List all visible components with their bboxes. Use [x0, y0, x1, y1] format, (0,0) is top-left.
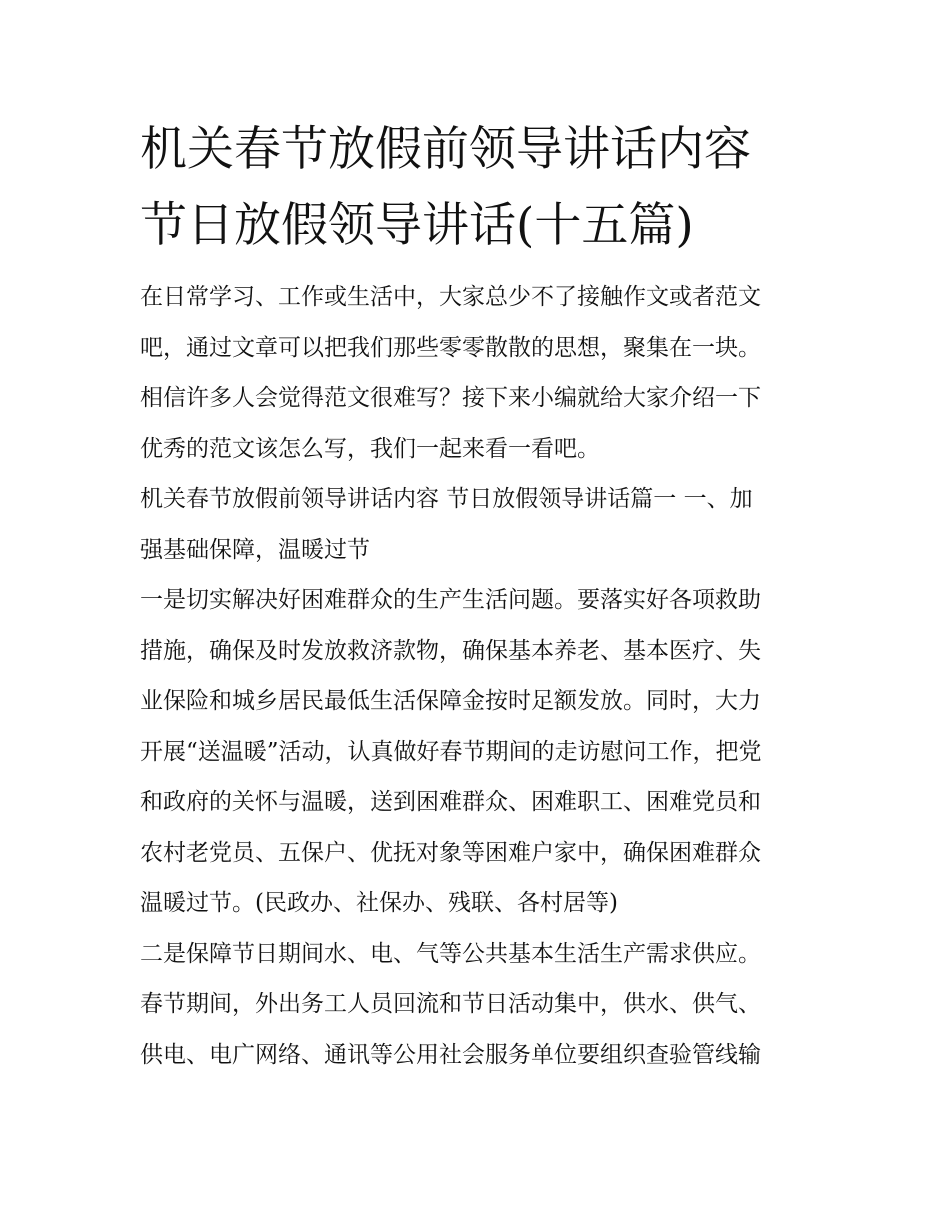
- text-line: 一是切实解决好困难群众的生产生活问题。要落实好各项救助: [140, 587, 761, 613]
- title-line: 节日放假领导讲话(十五篇): [140, 198, 694, 253]
- paragraph-point-one: [140, 575, 820, 929]
- text-line: 吧，通过文章可以把我们那些零零散散的思想，聚集在一块。: [140, 334, 761, 361]
- text-line: 优秀的范文该怎么写，我们一起来看一看吧。: [140, 435, 600, 462]
- text-line: 农村老党员、五保户、优抚对象等困难户家中，确保困难群众: [140, 839, 761, 866]
- text-line: 在日常学习、工作或生活中，大家总少不了接触作文或者范文: [140, 284, 761, 310]
- text-line: 相信许多人会觉得范文很难写？接下来小编就给大家介绍一下: [140, 385, 761, 411]
- paragraph-point-two: [140, 929, 820, 1081]
- title-line: 机关春节放假前领导讲话内容: [140, 122, 751, 177]
- text-line: 春节期间，外出务工人员回流和节日活动集中，供水、供气、: [140, 991, 761, 1017]
- text-line: 和政府的关怀与温暖，送到困难群众、困难职工、困难党员和: [140, 789, 761, 815]
- text-line: 机关春节放假前领导讲话内容 节日放假领导讲话篇一 一、加: [140, 486, 753, 512]
- paragraph-section-heading: [140, 474, 820, 575]
- text-line: 温暖过节。(民政办、社保办、残联、各村居等): [140, 890, 618, 916]
- document-page: [140, 112, 820, 1080]
- text-line: 措施，确保及时发放救济款物，确保基本养老、基本医疗、失: [140, 637, 761, 664]
- text-line: 二是保障节日期间水、电、气等公共基本生活生产需求供应。: [140, 940, 761, 967]
- document-body: [140, 272, 820, 1080]
- paragraph-intro: [140, 272, 820, 474]
- text-line: 强基础保障，温暖过节: [140, 536, 370, 563]
- text-line: 供电、电广网络、通讯等公用社会服务单位要组织查验管线输: [140, 1041, 761, 1068]
- text-line: 开展“送温暖”活动，认真做好春节期间的走访慰问工作，把党: [140, 738, 762, 765]
- text-line: 业保险和城乡居民最低生活保障金按时足额发放。同时，大力: [140, 688, 761, 714]
- document-title: [140, 112, 820, 264]
